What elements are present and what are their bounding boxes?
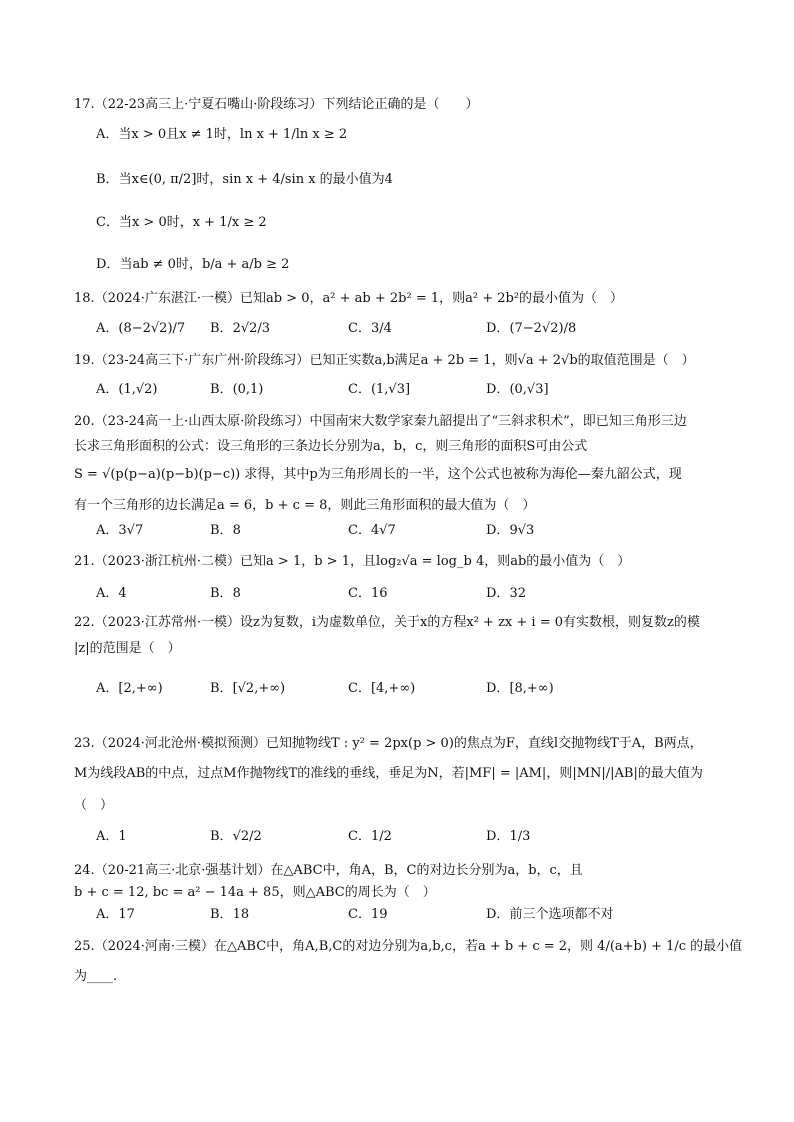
q24-option-b: B．18 [210, 907, 250, 922]
q21-option-b: B．8 [210, 586, 241, 601]
q22-option-b: B．[√2,+∞) [210, 681, 286, 696]
q18-option-c: C．3/4 [348, 321, 392, 336]
q23-option-d: D．1/3 [486, 829, 531, 844]
q23-option-a: A．1 [96, 829, 127, 844]
q19-option-c: C．(1,√3] [348, 382, 411, 397]
question-25: 25.（2024·河南·三模）在△ABC中，角A,B,C的对边分别为a,b,c，若a + b + c = 2，则 4/(a+b) + 1/c 的最小值 [74, 939, 743, 954]
q24-option-d: D．前三个选项都不对 [486, 907, 614, 922]
q18-option-d: D．(7−2√2)/8 [486, 321, 577, 336]
q17-option-b: B．当x∈(0, π/2]时，sin x + 4/sin x 的最小值为4 [96, 172, 393, 187]
q20-option-a: A．3√7 [96, 523, 144, 538]
question-22-line-2: |z|的范围是（ ） [74, 641, 181, 656]
q19-option-a: A．(1,√2) [96, 382, 158, 397]
q20-option-c: C．4√7 [348, 523, 396, 538]
q24-option-a: A．17 [96, 907, 135, 922]
question-17 [74, 96, 478, 114]
question-25-line-2: 为____. [74, 969, 118, 984]
q22-option-c: C．[4,+∞) [348, 681, 416, 696]
q20-option-d: D．9√3 [486, 523, 535, 538]
question-number: 17. [74, 97, 95, 112]
question-19: 19.（23-24高三下·广东广州·阶段练习）已知正实数a,b满足a + 2b = 1，则√a + 2√b的取值范围是（ ） [74, 353, 695, 368]
question-source: （22-23高三上·宁夏石嘴山·阶段练习） [94, 97, 323, 112]
q22-option-a: A．[2,+∞) [96, 681, 163, 696]
q19-option-b: B．(0,1) [210, 382, 264, 397]
question-23-line-2: M为线段AB的中点，过点M作抛物线T的准线的垂线，垂足为N，若|MF| = |AM|，则|MN|/|AB|的最大值为 [74, 766, 703, 781]
q22-option-d: D．[8,+∞) [486, 681, 554, 696]
question-20-line-4: 有一个三角形的边长满足a = 6，b + c = 8，则此三角形面积的最大值为（ ） [74, 498, 536, 513]
question-22: 22.（2023·江苏常州·一模）设z为复数，i为虚数单位，关于x的方程x² + zx + i = 0有实数根，则复数z的模 [74, 615, 700, 630]
q18-option-b: B．2√2/3 [210, 321, 271, 336]
q18-option-a: A．(8−2√2)/7 [96, 321, 186, 336]
question-stem: 下列结论正确的是（ ） [322, 97, 479, 112]
q24-option-c: C．19 [348, 907, 388, 922]
q17-option-a: A．当x > 0且x ≠ 1时，ln x + 1/ln x ≥ 2 [96, 127, 348, 142]
question-20: 20.（23-24高一上·山西太原·阶段练习）中国南宋大数学家秦九韶提出了“三斜求积术”，即已知三角形三边 [74, 414, 687, 429]
q19-option-d: D．(0,√3] [486, 382, 549, 397]
question-18: 18.（2024·广东湛江·一模）已知ab > 0，a² + ab + 2b² = 1，则a² + 2b²的最小值为（ ） [74, 291, 624, 306]
question-20-line-2: 长求三角形面积的公式：设三角形的三条边长分别为a，b，c，则三角形的面积S可由公式 [74, 439, 588, 454]
question-23-line-3: （ ） [74, 798, 114, 813]
q23-option-c: C．1/2 [348, 829, 392, 844]
q17-option-c: C．当x > 0时，x + 1/x ≥ 2 [96, 215, 267, 230]
q21-option-c: C．16 [348, 586, 388, 601]
q17-option-d: D．当ab ≠ 0时，b/a + a/b ≥ 2 [96, 257, 290, 272]
q21-option-a: A．4 [96, 586, 127, 601]
question-24-line-2: b + c = 12, bc = a² − 14a + 85，则△ABC的周长为（ ） [74, 885, 436, 900]
question-20-line-3: S = √(p(p−a)(p−b)(p−c)) 求得，其中p为三角形周长的一半，这个公式也被称为海伦—秦九韶公式，现 [74, 467, 682, 482]
question-24: 24.（20-21高三·北京·强基计划）在△ABC中，角A，B，C的对边长分别为a，b，c，且 [74, 863, 583, 878]
q21-option-d: D．32 [486, 586, 526, 601]
question-21: 21.（2023·浙江杭州·二模）已知a > 1，b > 1，且log₂√a = log_b 4，则ab的最小值为（ ） [74, 554, 631, 569]
q20-option-b: B．8 [210, 523, 241, 538]
q23-option-b: B．√2/2 [210, 829, 262, 844]
question-23: 23.（2024·河北沧州·模拟预测）已知抛物线T : y² = 2px(p > 0)的焦点为F，直线l交抛物线T于A，B两点， [74, 736, 703, 751]
